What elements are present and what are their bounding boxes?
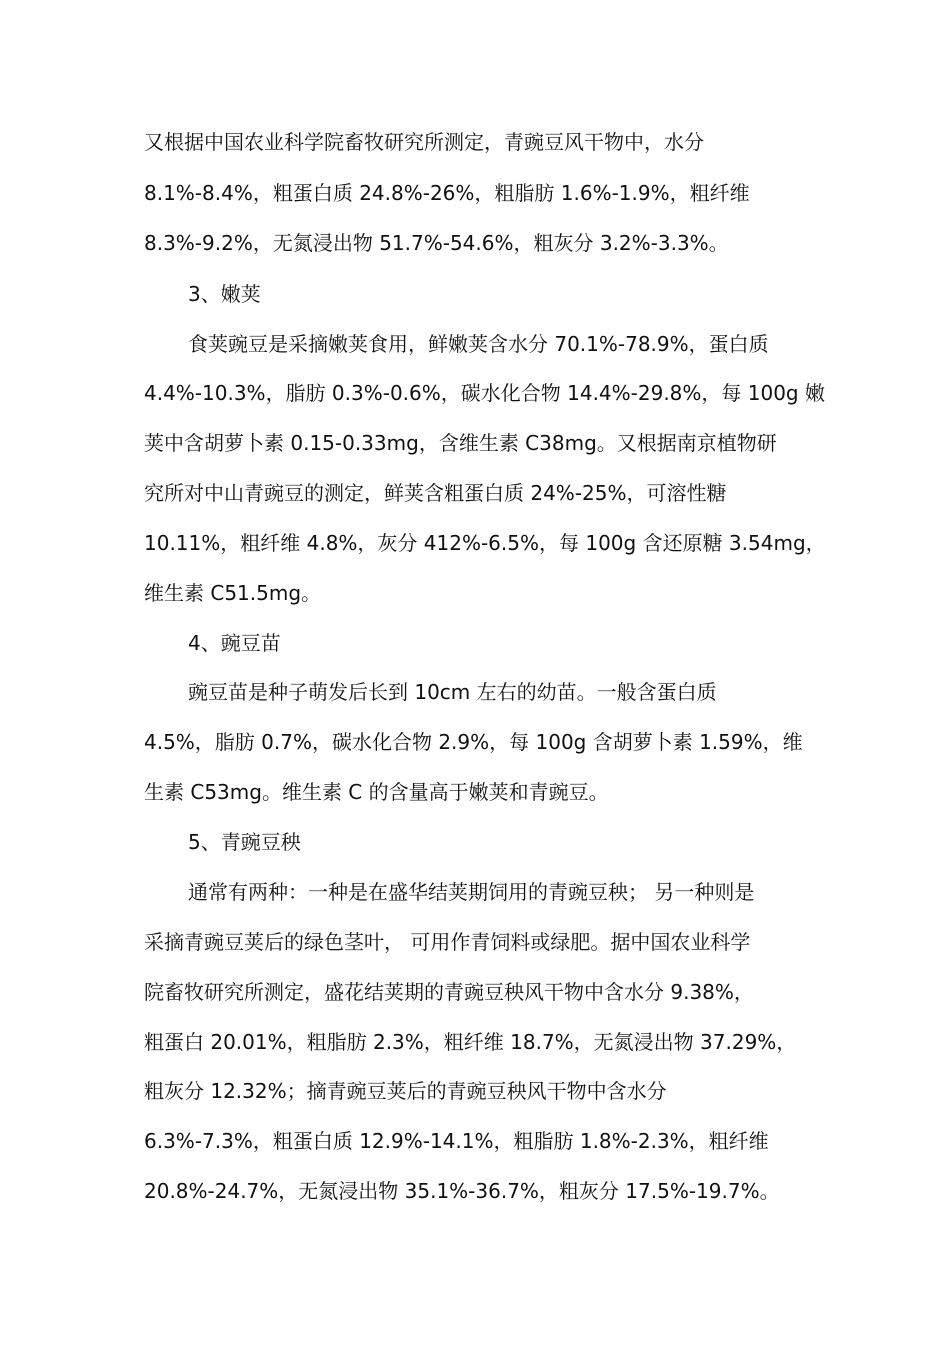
paragraph-line: 院畜牧研究所测定，盛花结荚期的青豌豆秧风干物中含水分 9.38%， (144, 980, 754, 1004)
paragraph-line: 10.11%，粗纤维 4.8%，灰分 412%-6.5%，每 100g 含还原糖 3.54mg， (144, 531, 826, 555)
paragraph-line: 通常有两种：一种是在盛华结荚期饲用的青豌豆秧； 另一种则是 (188, 880, 755, 904)
paragraph-line: 究所对中山青豌豆的测定，鲜荚含粗蛋白质 24%-25%，可溶性糖 (144, 481, 727, 505)
paragraph-line: 8.1%-8.4%，粗蛋白质 24.8%-26%，粗脂肪 1.6%-1.9%，粗纤维 (144, 181, 750, 205)
paragraph-line: 粗蛋白 20.01%，粗脂肪 2.3%，粗纤维 18.7%，无氮浸出物 37.29%， (144, 1030, 797, 1054)
section-heading-3: 3、嫩荚 (188, 282, 261, 306)
section-heading-5: 5、青豌豆秧 (188, 830, 301, 854)
paragraph-line: 粗灰分 12.32%；摘青豌豆荚后的青豌豆秧风干物中含水分 (144, 1079, 667, 1103)
paragraph-line: 荚中含胡萝卜素 0.15-0.33mg，含维生素 C38mg。又根据南京植物研 (144, 431, 777, 455)
paragraph-line: 6.3%-7.3%，粗蛋白质 12.9%-14.1%，粗脂肪 1.8%-2.3%，粗纤维 (144, 1129, 769, 1153)
paragraph-line: 维生素 C51.5mg。 (144, 581, 322, 605)
paragraph-line: 8.3%-9.2%，无氮浸出物 51.7%-54.6%，粗灰分 3.2%-3.3%。 (144, 231, 729, 255)
paragraph-line: 豌豆苗是种子萌发后长到 10cm 左右的幼苗。一般含蛋白质 (188, 680, 717, 704)
paragraph-line: 采摘青豌豆荚后的绿色茎叶， 可用作青饲料或绿肥。据中国农业科学 (144, 930, 751, 954)
paragraph-line: 4.4%-10.3%，脂肪 0.3%-0.6%，碳水化合物 14.4%-29.8%，每 100g 嫩 (144, 381, 825, 405)
paragraph-line: 20.8%-24.7%，无氮浸出物 35.1%-36.7%，粗灰分 17.5%-19.7%。 (144, 1179, 780, 1203)
paragraph-line: 又根据中国农业科学院畜牧研究所测定，青豌豆风干物中，水分 (144, 130, 704, 154)
paragraph-line: 生素 C53mg。维生素 C 的含量高于嫩荚和青豌豆。 (144, 780, 609, 804)
section-heading-4: 4、豌豆苗 (188, 631, 281, 655)
paragraph-line: 食荚豌豆是采摘嫩荚食用，鲜嫩荚含水分 70.1%-78.9%，蛋白质 (188, 332, 769, 356)
paragraph-line: 4.5%，脂肪 0.7%，碳水化合物 2.9%，每 100g 含胡萝卜素 1.59%，维 (144, 730, 803, 754)
